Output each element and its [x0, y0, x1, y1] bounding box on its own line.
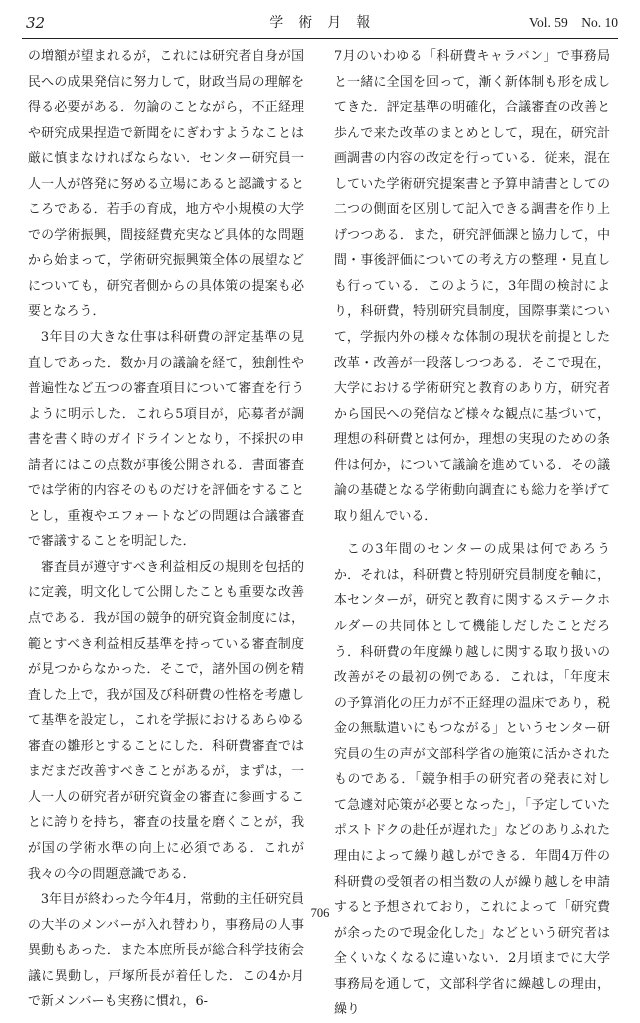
- header-journal-title: 学 術 月 報: [269, 15, 371, 31]
- header-volume: Vol. 59 No. 10: [528, 15, 618, 30]
- paragraph: 7月のいわゆる「科研費キャラバン」で事務局と一緒に全国を回って，漸く新体制も形を成してきた．評定基準の明確化，合議審査の改善と歩んで来た改革のまとめとして，現在，研究計画調書の内容の改定を行っている．従来，混在していた学術研究提案書と予算申請書としての二つの側面を区別して記入できる調書を作り上げつつある．また，研究評価課と協力して，中間・事後評価についての考え方の整理・見直しも行っている．このように，3年間の検討により，科研費，特別研究員制度，国際事業について，学振内外の様々な体制の現状を前提とした改革・改善が一段落しつつある．そこで現在，大学における学術研究と教育のあり方，研究者から国民への発信など様々な観点に基づいて，理想の科研費とは何か，理想の実現のための条件は何か，について議論を進めている．その議論の基礎となる学術動向調査にも総力を挙げて取り組んでいる．: [334, 49, 610, 524]
- header-page-number: 32: [26, 14, 46, 32]
- paragraph: この3年間のセンターの成果は何であろうか．それは，科研費と特別研究員制度を軸に，本センターが，研究と教育に関するステークホルダーの共同体として機能しだしたことだろう．科研費の年度繰り越しに関する取り扱いの改善がその最初の例である．これは，「年度末の予算消化の圧力が不正経理の温床であり，税金の無駄遣いにもつながる」というセンター研究員の生の声が文部科学省の施策に活かされたものである．「競争相手の研究者の発表に対して急遽対応策が必要となった」，「予定していたポストドクの赴任が遅れた」などのありふれた理由によって繰り越しができる．年間4万件の科研費の受領者の相当数の人が繰り越しを申請すると予想されており，これによって「研究費が余ったので現金化した」などという研究者は全くいなくなるに違いない．2月頃までに大学事務局を通して，文部科学省に繰越しの理由，繰り: [334, 542, 610, 1018]
- paragraph: 3年目が終わった今年4月，常動的主任研究員の大半のメンバーが入れ替わり，事務局の人事異動もあった．また本庶所長が総合科学技術会議に異動し，戸塚所長が着任した．この4か月で新メンバーも実務に慣れ，6-: [28, 892, 304, 1010]
- footer-page-number: 706: [310, 906, 330, 920]
- header-rule: [22, 38, 618, 39]
- paragraph: 3年目の大きな仕事は科研費の評定基準の見直しであった．数か月の議論を経て，独創性や普遍性など五つの審査項目について審査を行うように明示した．これら5項目が，応募者が調書を書く時のガイドラインとなり，不採択の申請者にはこの点数が事後公開される．書面審査では学術的内容そのものだけを評価をすることとし，重複やエフォートなどの問題は合議審査で審議することを明記した．: [28, 330, 304, 550]
- right-column: [334, 44, 610, 1023]
- left-column: [28, 44, 304, 1015]
- paragraph: 審査員が遵守すべき利益相反の規則を包括的に定義，明文化して公開したことも重要な改善点である．我が国の競争的研究資金制度には，範とすべき利益相反基準を持っている審査制度が見つからなかった．そこで，諸外国の例を精査した上で，我が国及び科研費の性格を考慮して基準を設定し，これを学振におけるあらゆる審査の雛形とすることにした．科研費審査ではまだまだ改善すべきことがあるが，まずは，一人一人の研究者が研究資金の審査に参画することに誇りを持ち，審査の技量を磨くことが，我が国の学術水準の向上に必須である．これが我々の今の問題意識である．: [28, 559, 304, 882]
- paragraph: の増額が望まれるが，これには研究者自身が国民への成果発信に努力して，財政当局の理解を得る必要がある．勿論のことながら，不正経理や研究成果捏造で新聞をにぎわすようなことは厳に慎まなければならない．センター研究員一人一人が啓発に努める立場にあると認識するところである．若手の育成，地方や小規模の大学での学術振興，間接経費充実など具体的な問題から始まって，学術研究振興策全体の展望などについても，研究者側からの具体策の提案も必要となろう．: [28, 49, 304, 320]
